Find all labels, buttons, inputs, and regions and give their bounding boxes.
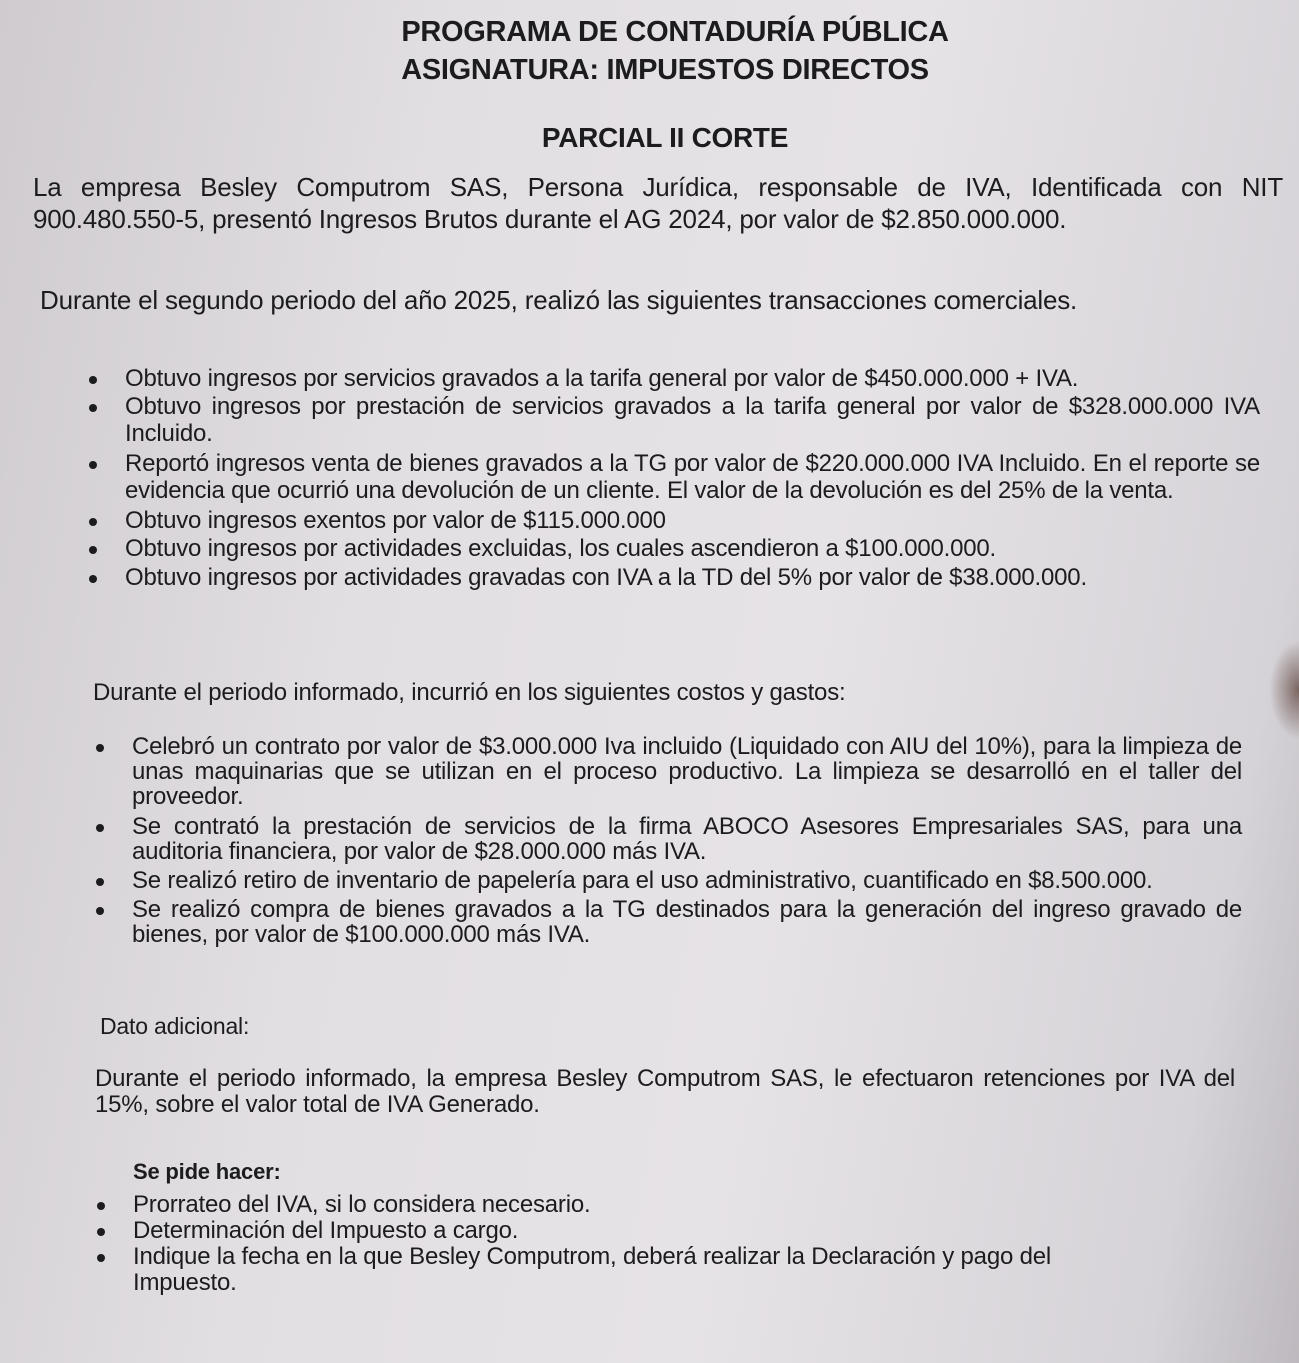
bullet-icon (97, 1228, 105, 1236)
bullet-icon (89, 376, 97, 384)
list-item: Obtuvo ingresos por actividades gravadas con IVA a la TD del 5% por valor de $38.000.000. (125, 565, 1260, 591)
additional-label: Dato adicional: (100, 1013, 250, 1039)
bullet-icon (96, 878, 104, 886)
list-item: Obtuvo ingresos por actividades excluidas, los cuales ascendieron a $100.000.000. (125, 536, 1260, 562)
bullet-icon (89, 461, 97, 469)
finger-shadow (1269, 640, 1299, 740)
list-item: Obtuvo ingresos exentos por valor de $115.000.000 (125, 508, 1260, 534)
subject-title: ASIGNATURA: IMPUESTOS DIRECTOS (401, 54, 929, 86)
list-item: Celebró un contrato por valor de $3.000.000 Iva incluido (Liquidado con AIU del 10%), para la limpieza de unas maquinarias que se utilizan en el proceso productivo. La limpieza se desarrolló en el taller del proveedor. (132, 734, 1242, 810)
list-item: Se realizó retiro de inventario de papelería para el uso administrativo, cuantificado en $8.500.000. (132, 868, 1242, 893)
bullet-icon (89, 546, 97, 554)
bullet-icon (96, 744, 104, 752)
list-item: Reportó ingresos venta de bienes gravados a la TG por valor de $220.000.000 IVA Incluido. En el reporte se evidencia que ocurrió una devolución de un cliente. El valor de la devolución es del 25% de la venta. (125, 451, 1260, 504)
list-item: Se contrató la prestación de servicios de la firma ABOCO Asesores Empresariales SAS, para una auditoria financiera, por valor de $28.000.000 más IVA. (132, 814, 1242, 864)
transactions-intro: Durante el segundo periodo del año 2025, realizó las siguientes transacciones comerciales. (40, 285, 1078, 315)
intro-paragraph: La empresa Besley Computrom SAS, Persona Jurídica, responsable de IVA, Identificada con NIT 900.480.550-5, presentó Ingresos Brutos durante el AG 2024, por valor de $2.850.000.000. (33, 172, 1283, 234)
list-item: Prorrateo del IVA, si lo considera necesario. (133, 1192, 1143, 1218)
bullet-icon (89, 518, 97, 526)
bullet-icon (89, 404, 97, 412)
list-item: Obtuvo ingresos por servicios gravados a la tarifa general por valor de $450.000.000 + IVA. (125, 366, 1260, 392)
costs-list (132, 734, 1242, 948)
bullet-icon (96, 824, 104, 832)
additional-paragraph: Durante el periodo informado, la empresa Besley Computrom SAS, le efectuaron retenciones por IVA del 15%, sobre el valor total de IVA Generado. (95, 1065, 1235, 1119)
bullet-icon (89, 575, 97, 583)
list-item: Se realizó compra de bienes gravados a la TG destinados para la generación del ingreso gravado de bienes, por valor de $100.000.000 más IVA. (132, 897, 1242, 947)
program-title: PROGRAMA DE CONTADURÍA PÚBLICA (401, 16, 949, 48)
costs-intro: Durante el periodo informado, incurrió en los siguientes costos y gastos: (93, 679, 846, 706)
transactions-list (125, 366, 1260, 591)
list-item: Determinación del Impuesto a cargo. (133, 1218, 1143, 1244)
tasks-label: Se pide hacer: (133, 1159, 281, 1184)
list-item: Obtuvo ingresos por prestación de servicios gravados a la tarifa general por valor de $328.000.000 IVA Incluido. (125, 394, 1260, 447)
list-item: Indique la fecha en la que Besley Computrom, deberá realizar la Declaración y pago del Impuesto. (133, 1244, 1143, 1296)
exam-title: PARCIAL II CORTE (541, 122, 789, 153)
bullet-icon (97, 1202, 105, 1210)
bullet-icon (97, 1254, 105, 1262)
tasks-list (133, 1192, 1143, 1296)
bullet-icon (96, 907, 104, 915)
